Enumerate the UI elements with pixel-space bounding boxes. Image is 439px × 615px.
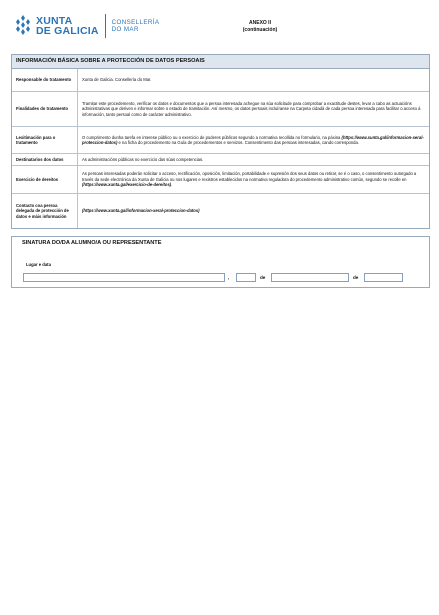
xunta-logo: [14, 14, 159, 38]
row-value-destinatarios: As administracións públicas no exercicio das súas competencias.: [82, 156, 204, 162]
signature-title: SINATURA DO/DA ALUMNO/A OU REPRESENTANTE: [22, 240, 162, 246]
data-protection-section: [11, 54, 430, 229]
annex-title: ANEXO II: [249, 20, 271, 26]
table-row: [12, 166, 429, 194]
table-row: [12, 154, 429, 166]
data-protection-link[interactable]: (https://www.xunta.gal/informacion-xeral-proteccion-datos): [82, 134, 424, 145]
row-label-lexitimacion: Lexitimación para o tratamento: [12, 127, 78, 153]
rights-exercise-link[interactable]: (https://www.xunta.gal/exercicio-de-dereitos): [82, 182, 172, 188]
row-value-finalidades: Tramitar este procedemento, verificar os datos e documentos que a persoa interesada achegue na súa solicitude para comprobar a exactitude destes, levar a cabo as actuacións administrativas que deriven e informar sobre o estado de tramitación. Así mesmo, os datos persoais incluíranse na Carpeta cidadá de cada persoa interesada para facilitar o acceso á información, tanto persoal como de carácter administrativo.: [82, 100, 421, 117]
page-header: [14, 14, 426, 50]
dpo-info-link[interactable]: (https://www.xunta.gal/informacion-xeral-proteccion-datos): [82, 208, 200, 214]
row-label-destinatarios: Destinatarios dos datos: [12, 154, 78, 165]
consellaria-line-2: DO MAR: [111, 26, 139, 33]
row-value-responsable: Xunta de Galicia. Consellería do Mar.: [82, 77, 152, 83]
lexitimacion-text-start: O cumprimento dunha tarefa en interese público ou o exercicio de poderes públicos segundo a normativa recollida no formulario, na páxina: [82, 134, 342, 140]
data-protection-title: INFORMACIÓN BÁSICA SOBRE A PROTECCIÓN DE DATOS PERSOAIS: [12, 55, 429, 69]
xunta-emblem-icon: [14, 14, 32, 38]
table-row: [12, 127, 429, 154]
annex-heading: [230, 20, 290, 33]
consellaria-name: [112, 19, 160, 33]
year-input[interactable]: [364, 273, 403, 282]
row-value-contacto: [78, 194, 429, 228]
row-label-finalidades: Finalidades do tratamento: [12, 92, 78, 126]
dereitos-text-start: As persoas interesadas poderán solicitar o acceso, rectificación, oposición, limitación, portabilidade e supresión dos seus datos ou retirar, se é o caso, o consentimento outorgado a través da sede electrónica da Xunta de Galicia ou nos lugares e rexistros establecidos na normativa reguladora do procedemento administrativo común, segundo se recolle en: [82, 171, 417, 182]
logo-divider: [105, 14, 106, 38]
row-label-responsable: Responsable do tratamento: [12, 69, 78, 91]
row-label-dereitos: Exercicio de dereitos: [12, 166, 78, 193]
table-row: [12, 194, 429, 228]
dereitos-text-end: .: [171, 182, 173, 188]
logo-line-1: XUNTA: [36, 15, 73, 27]
signature-section: [11, 236, 430, 288]
de-separator-1: de: [260, 275, 266, 280]
lexitimacion-text-end: e na ficha do procedemento na Guía de procedementos e servizos. Consentimento das persoas interesadas, cando corresponda.: [117, 140, 360, 145]
table-row: [12, 92, 429, 127]
annex-subtitle: (continuación): [242, 26, 278, 33]
day-input[interactable]: [236, 273, 256, 282]
table-row: [12, 69, 429, 92]
consellaria-line-1: CONSELLERÍA: [111, 19, 160, 26]
xunta-wordmark: [36, 16, 99, 36]
row-value-dereitos: [78, 166, 429, 193]
month-input[interactable]: [271, 273, 349, 282]
place-input[interactable]: [23, 273, 225, 282]
row-label-contacto: Contacto coa persoa delegada de protección de datos e máis información: [12, 194, 78, 228]
place-date-label: Lugar e data: [26, 262, 51, 267]
row-value-lexitimacion: [78, 127, 429, 153]
logo-line-2: DE GALICIA: [36, 25, 99, 37]
comma-separator: ,: [228, 275, 230, 280]
de-separator-2: de: [353, 275, 359, 280]
